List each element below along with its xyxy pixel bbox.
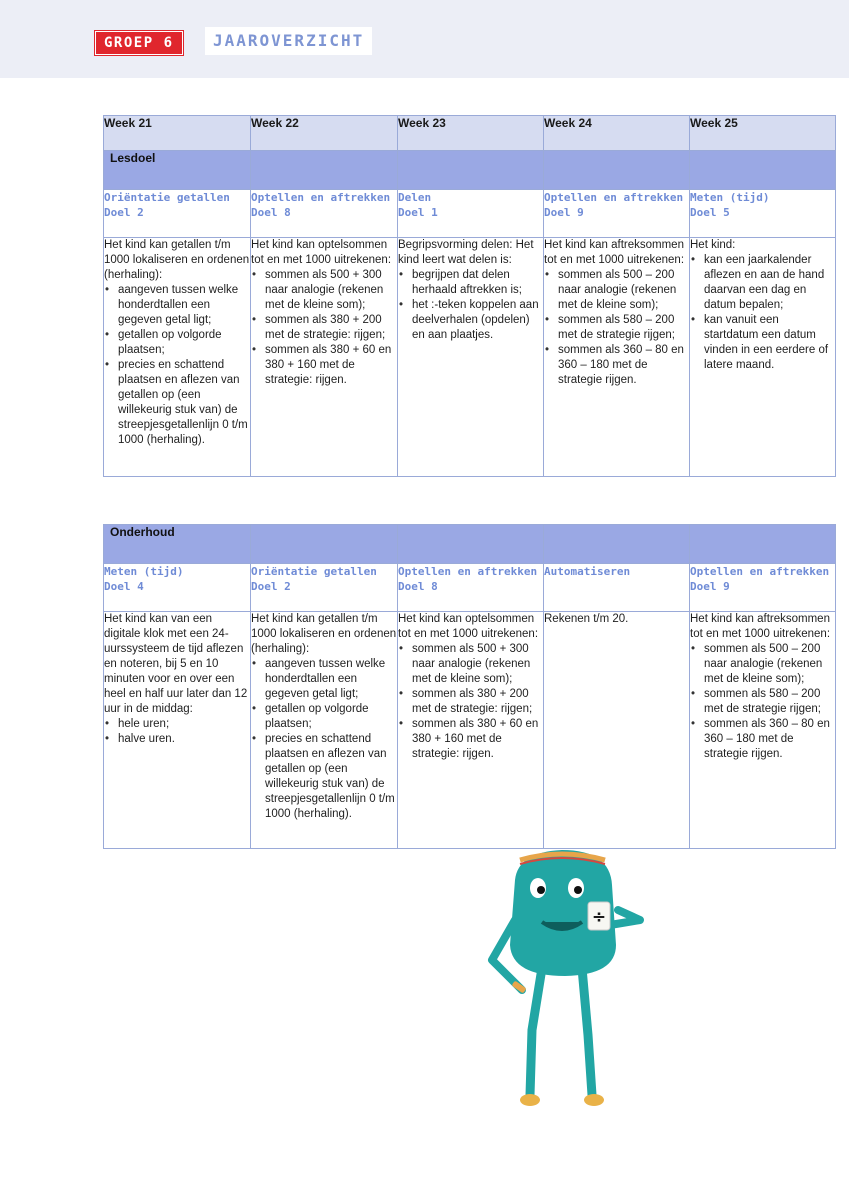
goal-number: Doel 8 [398,580,438,593]
section-cell [251,151,398,190]
goal-cell [544,564,690,612]
section-cell [690,525,836,564]
content-row [104,612,836,849]
content-intro: Begripsvorming delen: Het kind leert wat delen is: [398,239,534,266]
bullet-list [544,268,689,388]
content-row [104,238,836,477]
goal-cell [104,190,251,238]
goal-cell [398,190,544,238]
section-row-onderhoud [104,525,836,564]
bullet-item: • precies en schattend plaatsen en aflezen van getallen op (een willekeurig stuk van) de streepjesgetallenlijn 0 t/m 1000 (herhaling). [118,358,250,448]
goal-title: Optellen en aftrekken [544,191,684,204]
goal-title: Delen [398,191,432,204]
content-cell [544,238,690,477]
mascot-left-leg [530,968,542,1095]
division-symbol: ÷ [591,907,607,927]
goal-title: Optellen en aftrekken [690,565,830,578]
week-header: Week 21 [104,116,251,151]
bullet-item: • sommen als 500 – 200 naar analogie (rekenen met de kleine som); [558,268,689,313]
goal-number: Doel 9 [690,580,730,593]
bullet-item: • aangeven tussen welke honderdtallen een gegeven getal ligt; [265,657,397,702]
division-card-icon [588,902,610,930]
week-header: Week 24 [544,116,690,151]
bullet-item: • getallen op volgorde plaatsen; [118,328,250,358]
goal-number: Doel 4 [104,580,144,593]
section-cell [398,151,544,190]
bullet-item: • getallen op volgorde plaatsen; [265,702,397,732]
mascot-right-shoe [584,1094,604,1106]
content-cell [251,238,398,477]
bullet-item: • precies en schattend plaatsen en aflezen van getallen op (een willekeurig stuk van) de streepjesgetallenlijn 0 t/m 1000 (herhaling). [265,732,397,822]
bullet-list [398,642,543,762]
goal-number: Doel 1 [398,206,438,219]
bullet-item: • sommen als 580 – 200 met de strategie rijgen; [704,687,835,717]
bullet-list [251,657,397,822]
goal-cell [690,190,836,238]
bullet-item: • hele uren; [118,717,250,732]
goal-cell [104,564,251,612]
week-header: Week 25 [690,116,836,151]
bullet-list [104,717,250,747]
bullet-list [690,253,835,373]
content-intro: Het kind kan aftreksommen tot en met 1000 uitrekenen: [544,239,685,266]
lesdoel-table [103,115,836,477]
section-cell [544,151,690,190]
goal-title: Optellen en aftrekken [251,191,391,204]
section-cell [690,151,836,190]
bullet-item: • halve uren. [118,732,250,747]
goal-title: Automatiseren [544,565,631,578]
goal-cell [251,190,398,238]
goal-cell [690,564,836,612]
bullet-item: • het :-teken koppelen aan deelverhalen (opdelen) en aan plaatjes. [412,298,543,343]
onderhoud-table [103,524,836,849]
mascot-left-shoe [520,1094,540,1106]
mascot-right-leg [582,968,592,1095]
goal-title: Oriëntatie getallen [104,191,230,204]
bullet-item: • aangeven tussen welke honderdtallen een gegeven getal ligt; [118,283,250,328]
bullet-item: • sommen als 380 + 200 met de strategie: rijgen; [412,687,543,717]
section-cell [398,525,544,564]
bullet-item: • begrijpen dat delen herhaald aftrekken is; [412,268,543,298]
content-intro: Het kind kan getallen t/m 1000 lokaliseren en ordenen (herhaling): [104,239,250,281]
bullet-item: • kan een jaarkalender aflezen en aan de hand daarvan een dag en datum bepalen; [704,253,835,313]
bullet-list [398,268,543,343]
week-header-row [104,116,836,151]
bullet-item: • sommen als 360 – 80 en 360 – 180 met de strategie rijgen. [704,717,835,762]
content-intro: Het kind kan optelsommen tot en met 1000 uitrekenen: [251,239,392,266]
bullet-list [251,268,397,388]
goal-title: Meten (tijd) [104,565,184,578]
groep-badge: GROEP 6 [95,31,183,55]
bullet-item: • kan vanuit een startdatum een datum vinden in een eerdere of latere maand. [704,313,835,373]
goal-row [104,564,836,612]
content-intro: Het kind kan aftreksommen tot en met 1000 uitrekenen: [690,613,831,640]
goal-number: Doel 8 [251,206,291,219]
bullet-item: • sommen als 380 + 200 met de strategie: rijgen; [265,313,397,343]
goal-number: Doel 2 [104,206,144,219]
section-cell [251,525,398,564]
bullet-item: • sommen als 580 – 200 met de strategie rijgen; [558,313,689,343]
section-label: Lesdoel [104,151,251,190]
section-row-lesdoel [104,151,836,190]
bullet-item: • sommen als 360 – 80 en 360 – 180 met de strategie rijgen. [558,343,689,388]
content-intro: Rekenen t/m 20. [544,613,629,625]
bullet-item: • sommen als 380 + 60 en 380 + 160 met de strategie: rijgen. [265,343,397,388]
content-cell [251,612,398,849]
section-label: Onderhoud [104,525,251,564]
goal-number: Doel 2 [251,580,291,593]
week-header: Week 22 [251,116,398,151]
goal-cell [398,564,544,612]
goal-title: Oriëntatie getallen [251,565,377,578]
week-header: Week 23 [398,116,544,151]
content-cell [544,612,690,849]
content-cell [690,612,836,849]
bullet-list [690,642,835,762]
bullet-item: • sommen als 380 + 60 en 380 + 160 met de strategie: rijgen. [412,717,543,762]
bullet-item: • sommen als 500 + 300 naar analogie (rekenen met de kleine som); [412,642,543,687]
page-title: JAAROVERZICHT [205,27,372,55]
content-cell [398,612,544,849]
bullet-item: • sommen als 500 + 300 naar analogie (rekenen met de kleine som); [265,268,397,313]
bullet-list [104,283,250,448]
zigzag-border [0,62,849,80]
content-intro: Het kind kan van een digitale klok met een 24-uurssysteem de tijd aflezen en noteren, bij 5 en 10 minuten voor en over een heel en half uur later dan 12 uur in de middag: [104,613,248,715]
content-intro: Het kind kan getallen t/m 1000 lokaliseren en ordenen (herhaling): [251,613,397,655]
mascot-illustration [470,840,660,1115]
content-cell [398,238,544,477]
goal-row [104,190,836,238]
goal-title: Optellen en aftrekken [398,565,538,578]
content-intro: Het kind: [690,239,736,251]
goal-cell [251,564,398,612]
goal-cell [544,190,690,238]
content-cell [104,238,251,477]
content-intro: Het kind kan optelsommen tot en met 1000 uitrekenen: [398,613,539,640]
goal-number: Doel 9 [544,206,584,219]
bullet-item: • sommen als 500 – 200 naar analogie (rekenen met de kleine som); [704,642,835,687]
content-cell [104,612,251,849]
section-cell [544,525,690,564]
content-cell [690,238,836,477]
goal-number: Doel 5 [690,206,730,219]
goal-title: Meten (tijd) [690,191,770,204]
